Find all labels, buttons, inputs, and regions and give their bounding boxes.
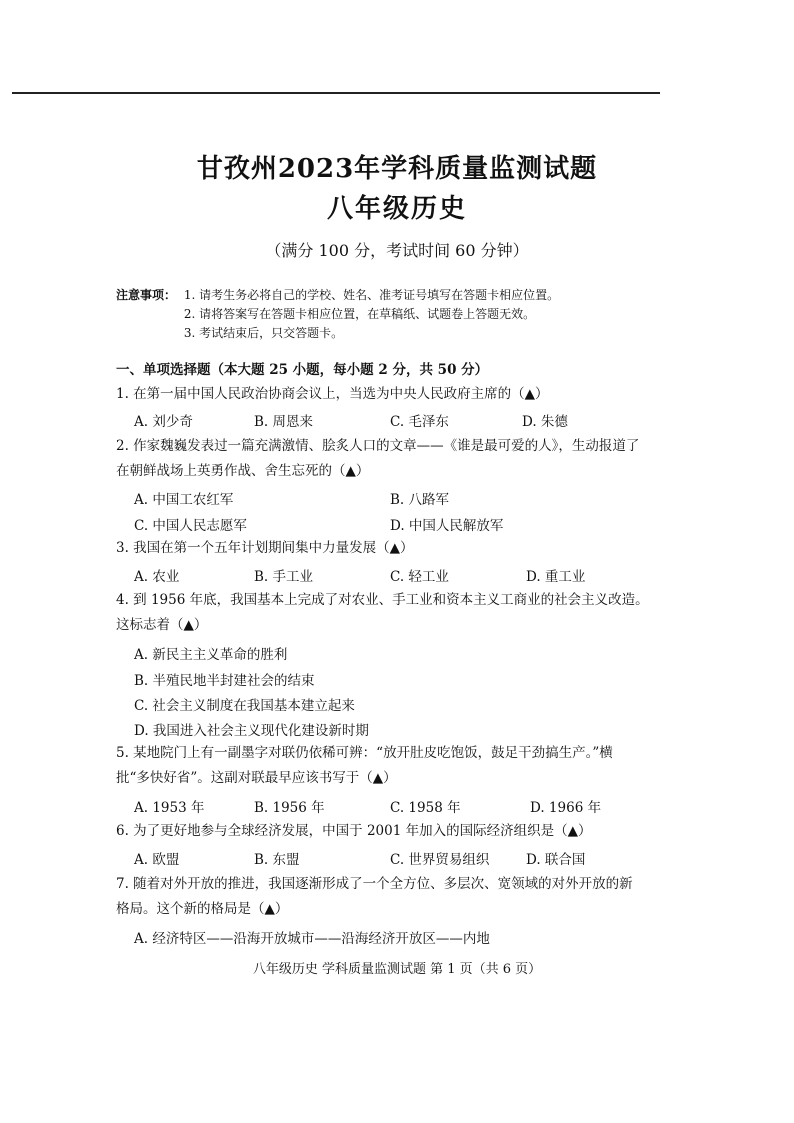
- question-stem-continued: 格局。这个新的格局是（▲）: [116, 901, 289, 917]
- option: B. 半殖民地半封建社会的结束: [134, 673, 315, 689]
- question-stem-continued: 这标志着（▲）: [116, 617, 208, 633]
- option: A. 欧盟: [134, 852, 180, 868]
- option: A. 新民主主义革命的胜利: [134, 647, 288, 663]
- question-options: [134, 848, 674, 868]
- note-item: 3. 考试结束后，只交答题卡。: [183, 326, 344, 340]
- question-stem: 2. 作家魏巍发表过一篇充满激情、脍炙人口的文章——《谁是最可爱的人》，生动报道了: [116, 438, 640, 454]
- option: B. 1956 年: [254, 800, 325, 816]
- question-stem-continued: 批“多快好省”。这副对联最早应该书写于（▲）: [116, 770, 397, 786]
- option: B. 手工业: [254, 569, 314, 585]
- exam-subject: 八年级历史: [326, 194, 467, 224]
- option: B. 八路军: [390, 492, 450, 508]
- option: C. 轻工业: [390, 569, 449, 585]
- option: C. 社会主义制度在我国基本建立起来: [134, 698, 355, 714]
- section-heading: 一、单项选择题（本大题 25 小题，每小题 2 分，共 50 分）: [116, 362, 489, 378]
- option: C. 中国人民志愿军: [134, 518, 247, 534]
- exam-title: 甘孜州2023年学科质量监测试题: [196, 154, 598, 184]
- note-item: 2. 请将答案写在答题卡相应位置，在草稿纸、试题卷上答题无效。: [183, 307, 536, 321]
- option: A. 刘少奇: [134, 414, 193, 430]
- option: D. 1966 年: [530, 800, 602, 816]
- option: A. 经济特区——沿海开放城市——沿海经济开放区——内地: [134, 931, 490, 947]
- option: D. 朱德: [522, 414, 568, 430]
- question-stem-continued: 在朝鲜战场上英勇作战、舍生忘死的（▲）: [116, 463, 370, 479]
- option: D. 我国进入社会主义现代化建设新时期: [134, 723, 369, 739]
- option: A. 1953 年: [134, 800, 205, 816]
- question-options: [134, 514, 674, 534]
- question-options: [134, 796, 674, 816]
- notes: [116, 286, 559, 343]
- exam-info: （满分 100 分，考试时间 60 分钟）: [265, 241, 529, 260]
- option: C. 世界贸易组织: [390, 852, 490, 868]
- question-options: [134, 488, 674, 508]
- note-item: 1. 请考生务必将自己的学校、姓名、准考证号填写在答题卡相应位置。: [183, 288, 560, 302]
- option: D. 联合国: [526, 852, 586, 868]
- option: B. 东盟: [254, 852, 300, 868]
- option: A. 中国工农红军: [134, 492, 234, 508]
- top-rule: [12, 92, 660, 94]
- question-options: [134, 565, 674, 585]
- question-options: [134, 410, 674, 430]
- question-stem: 1. 在第一届中国人民政治协商会议上，当选为中央人民政府主席的（▲）: [116, 386, 549, 402]
- option: C. 1958 年: [390, 800, 461, 816]
- notes-list: [184, 286, 559, 343]
- question-stem: 7. 随着对外开放的推进，我国逐渐形成了一个全方位、多层次、宽领域的对外开放的新: [116, 876, 633, 892]
- question-stem: 6. 为了更好地参与全球经济发展，中国于 2001 年加入的国际经济组织是（▲）: [116, 823, 592, 839]
- question-stem: 4. 到 1956 年底，我国基本上完成了对农业、手工业和资本主义工商业的社会主义改造。: [116, 592, 649, 608]
- option: B. 周恩来: [254, 414, 314, 430]
- page-footer: 八年级历史 学科质量监测试题 第 1 页（共 6 页）: [252, 962, 542, 977]
- option: A. 农业: [134, 569, 180, 585]
- question-stem: 3. 我国在第一个五年计划期间集中力量发展（▲）: [116, 540, 414, 556]
- notes-label: 注意事项：: [116, 288, 177, 302]
- question-stem: 5. 某地院门上有一副墨字对联仍依稀可辨：“放开肚皮吃饱饭，鼓足干劲搞生产。”横: [116, 745, 613, 761]
- option: D. 重工业: [526, 569, 586, 585]
- option: C. 毛泽东: [390, 414, 449, 430]
- option: D. 中国人民解放军: [390, 518, 504, 534]
